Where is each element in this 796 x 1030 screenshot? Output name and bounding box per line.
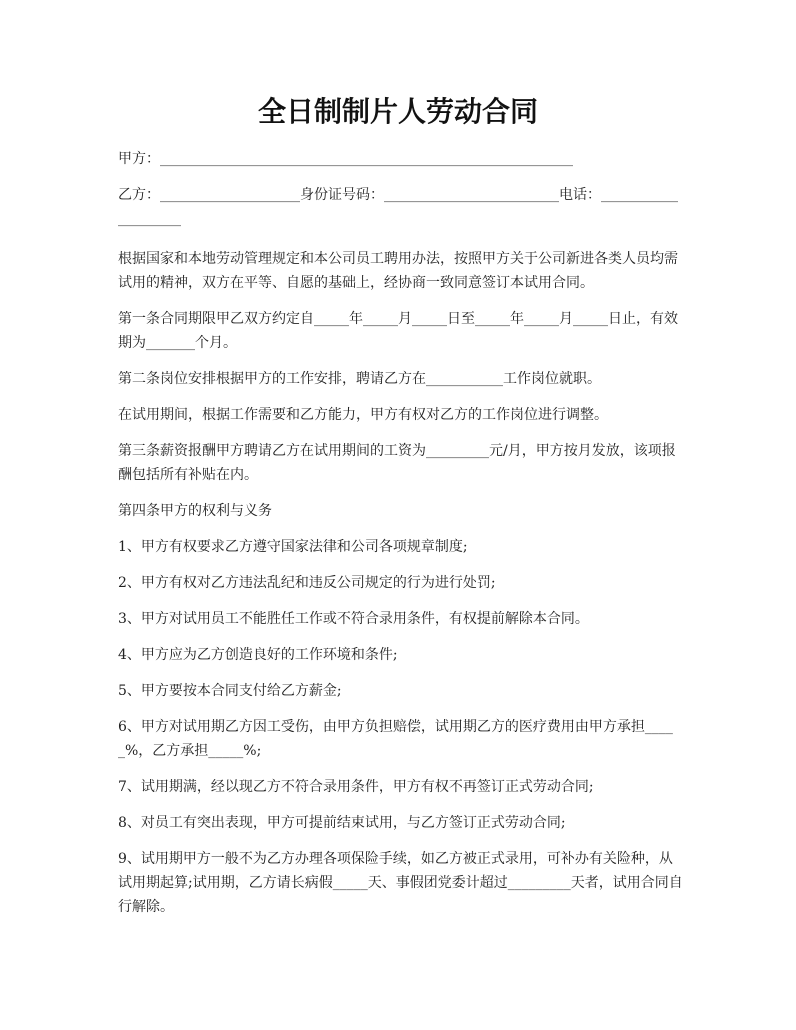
document-body <box>118 147 684 919</box>
party-b-field: 乙方：____________________身份证号码：_________________________电话：____________________ <box>118 187 678 227</box>
party-a-field: 甲方：___________________________________________________________ <box>118 151 573 167</box>
list-item-8: 8、对员工有突出表现，甲方可提前结束试用，与乙方签订正式劳动合同; <box>118 815 566 831</box>
paragraph-article-1: 第一条合同期限甲乙双方约定自_____年_____月_____日至_____年_____月_____日止，有效期为_______个月。 <box>118 311 678 351</box>
document-title: 全日制制片人劳动合同 <box>257 95 538 128</box>
list-item-7: 7、试用期满，经以现乙方不符合录用条件，甲方有权不再签订正式劳动合同; <box>118 779 594 795</box>
list-item-4: 4、甲方应为乙方创造良好的工作环境和条件; <box>118 647 398 663</box>
list-item-9: 9、试用期甲方一般不为乙方办理各项保险手续，如乙方被正式录用，可补办有关险种，从试用期起算;试用期，乙方请长病假_____天、事假团党委计超过_________天者，试用合同自行解除。 <box>118 851 683 915</box>
paragraph-article-2: 第二条岗位安排根据甲方的工作安排，聘请乙方在___________工作岗位就职。 <box>118 371 601 387</box>
list-item-1: 1、甲方有权要求乙方遵守国家法律和公司各项规章制度; <box>118 539 468 555</box>
paragraph-preamble: 根据国家和本地劳动管理规定和本公司员工聘用办法，按照甲方关于公司新进各类人员均需试用的精神，双方在平等、自愿的基础上，经协商一致同意签订本试用合同。 <box>118 251 678 291</box>
list-item-2: 2、甲方有权对乙方违法乱纪和违反公司规定的行为进行处罚; <box>118 575 496 591</box>
list-item-5: 5、甲方要按本合同支付给乙方薪金; <box>118 683 342 699</box>
list-item-6: 6、甲方对试用期乙方因工受伤，由甲方负担赔偿，试用期乙方的医疗费用由甲方承担_____%，乙方承担_____%; <box>118 719 673 759</box>
list-item-3: 3、甲方对试用员工不能胜任工作或不符合录用条件，有权提前解除本合同。 <box>118 611 589 627</box>
paragraph-article-2-note: 在试用期间，根据工作需要和乙方能力，甲方有权对乙方的工作岗位进行调整。 <box>118 407 608 423</box>
paragraph-article-3: 第三条薪资报酬甲方聘请乙方在试用期间的工资为_________元/月，甲方按月发放，该项报酬包括所有补贴在内。 <box>118 443 676 483</box>
paragraph-article-4-heading: 第四条甲方的权利与义务 <box>118 503 272 519</box>
